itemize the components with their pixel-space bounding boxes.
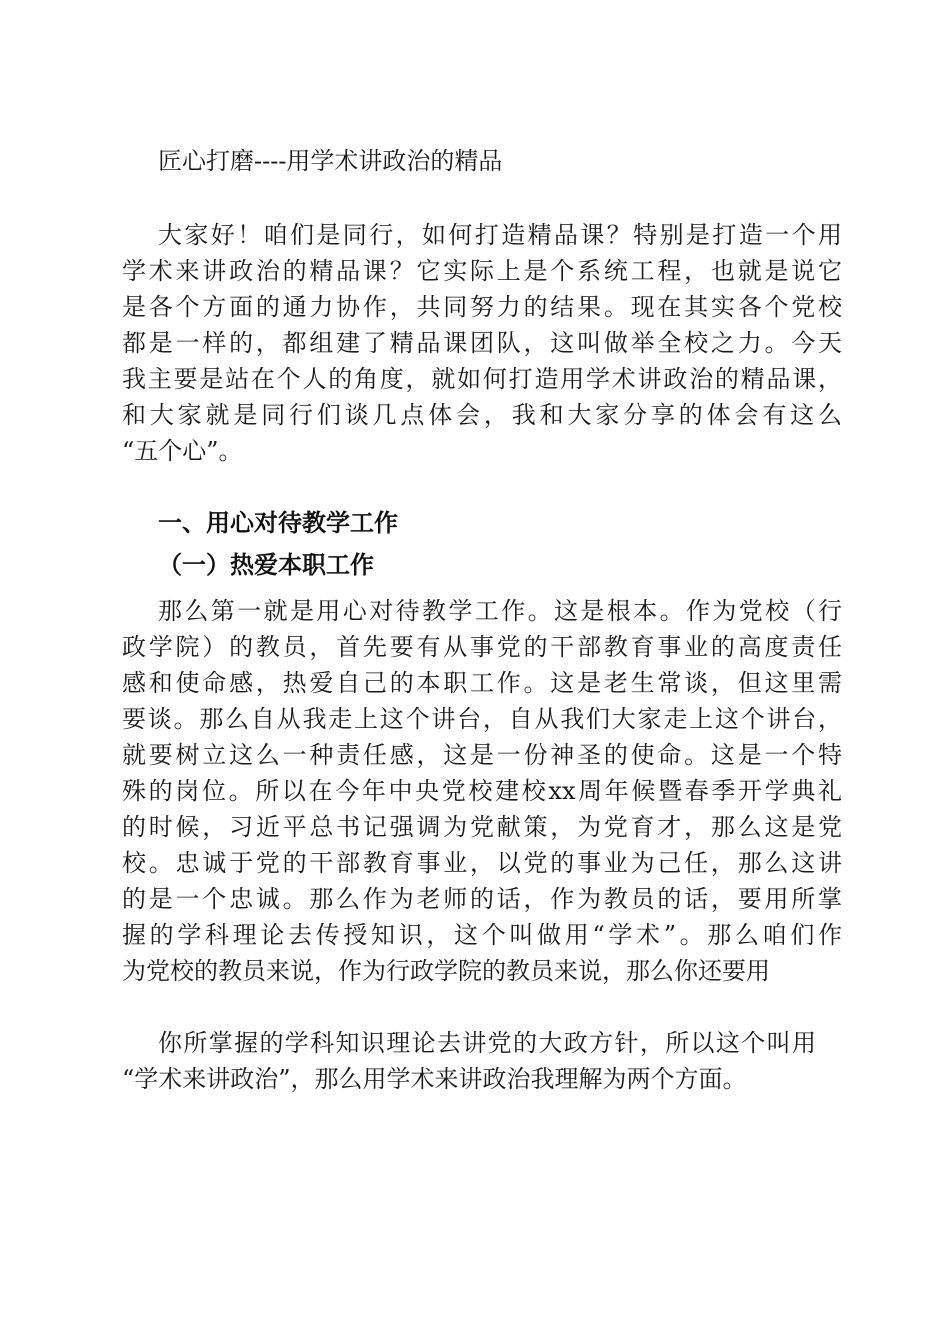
section-heading: 一、用心对待教学工作 bbox=[158, 509, 398, 537]
body-line: 校。忠诚于党的干部教育事业，以党的事业为己任，那么这讲 bbox=[122, 849, 842, 877]
intro-line: 都是一样的，都组建了精品课团队，这叫做举全校之力。今天 bbox=[122, 329, 842, 357]
body-line: 政学院）的教员，首先要有从事党的干部教育事业的高度责任 bbox=[122, 633, 842, 661]
body-line: 殊的岗位。所以在今年中央党校建校xx周年候暨春季开学典礼 bbox=[122, 777, 842, 805]
body-line: 感和使命感，热爱自己的本职工作。这是老生常谈，但这里需 bbox=[122, 669, 842, 697]
body-line: 的是一个忠诚。那么作为老师的话，作为教员的话，要用所掌 bbox=[122, 885, 842, 913]
intro-line: 是各个方面的通力协作，共同努力的结果。现在其实各个党校 bbox=[122, 293, 842, 321]
document-title: 匠心打磨----用学术讲政治的精品 bbox=[158, 147, 503, 175]
closing-line: “学术来讲政治”，那么用学术来讲政治我理解为两个方面。 bbox=[122, 1065, 747, 1093]
body-line: 要谈。那么自从我走上这个讲台，自从我们大家走上这个讲台， bbox=[122, 705, 842, 733]
body-line: 就要树立这么一种责任感，这是一份神圣的使命。这是一个特 bbox=[122, 741, 842, 769]
closing-line: 你所掌握的学科知识理论去讲党的大政方针，所以这个叫用 bbox=[158, 1029, 816, 1057]
intro-line: 和大家就是同行们谈几点体会，我和大家分享的体会有这么 bbox=[122, 401, 842, 429]
body-line: 握的学科理论去传授知识，这个叫做用“学术”。那么咱们作 bbox=[122, 921, 842, 949]
intro-line: 大家好！咱们是同行，如何打造精品课？特别是打造一个用 bbox=[158, 221, 842, 249]
body-line: 那么第一就是用心对待教学工作。这是根本。作为党校（行 bbox=[158, 597, 842, 625]
intro-line: 学术来讲政治的精品课？它实际上是个系统工程，也就是说它 bbox=[122, 257, 842, 285]
body-line: 的时候，习近平总书记强调为党献策，为党育才，那么这是党 bbox=[122, 813, 842, 841]
subsection-heading: （一）热爱本职工作 bbox=[158, 550, 374, 579]
intro-line: 我主要是站在个人的角度，就如何打造用学术讲政治的精品课， bbox=[122, 365, 842, 393]
body-line: 为党校的教员来说，作为行政学院的教员来说，那么你还要用 bbox=[122, 957, 770, 985]
intro-line: “五个心”。 bbox=[122, 437, 243, 465]
